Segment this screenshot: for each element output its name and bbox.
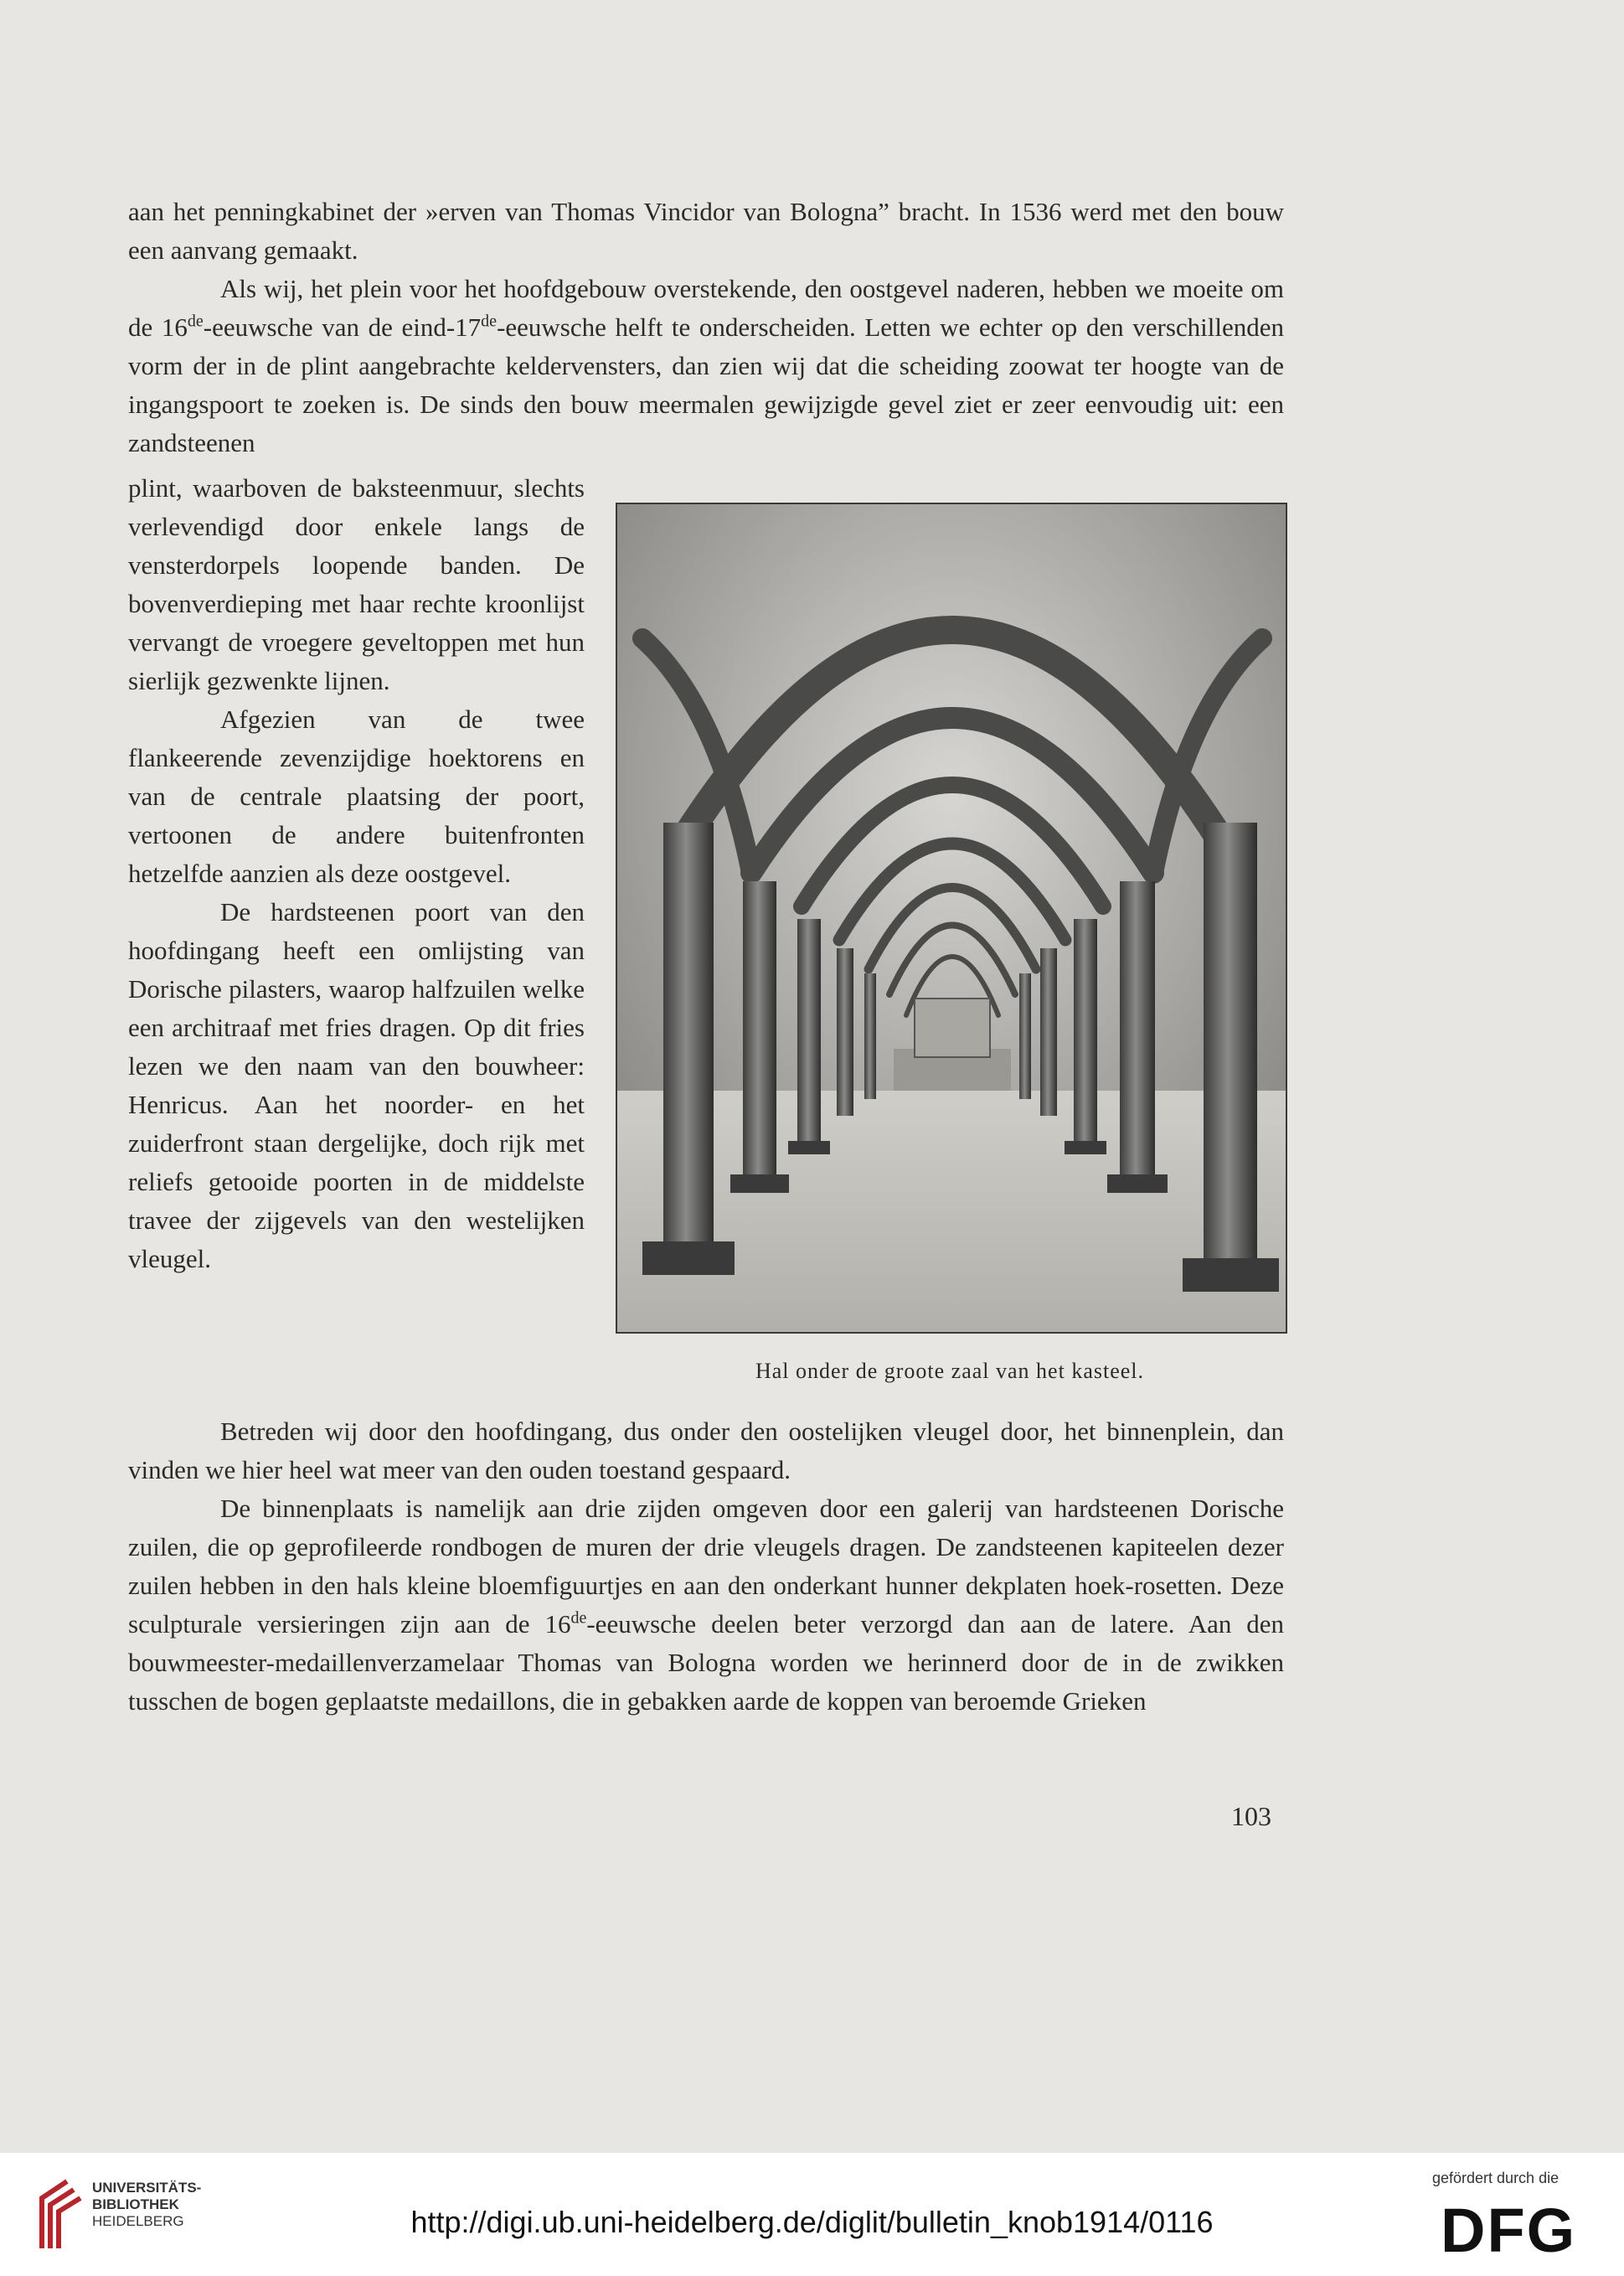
vaulted-hall-image [617,504,1286,1332]
paragraph-buitenfronten: Afgezien van de twee flankeerende zevenzijdige hoektorens en van de centrale plaatsing der poort, vertoonen de andere buitenfronten hetzelfde aanzien als deze oostgevel. [128,704,585,888]
ub-line-1: UNIVERSITÄTS- [92,2180,202,2196]
bottom-text [128,1412,1284,1721]
paragraph-binnenplein: Betreden wij door den hoofdingang, dus onder den oostelijken vleugel door, het binnenplein, dan vinden we hier heel wat meer van den ouden toestand gespaard. [128,1417,1284,1484]
hall-photograph [616,503,1287,1334]
page-number: 103 [1231,1801,1271,1831]
ub-line-3: HEIDELBERG [92,2213,184,2229]
ub-line-2: BIBLIOTHEK [92,2196,179,2212]
side-column [128,469,585,1278]
funded-by-label: gefördert durch die [1432,2170,1560,2186]
figure-caption: Hal onder de groote zaal van het kasteel. [755,1359,1145,1383]
paragraph-binnenplaats: De binnenplaats is namelijk aan drie zijden omgeven door een galerij van hardsteenen Dorische zuilen, die op geprofileerde rondbogen de muren der drie vleugels dragen. De zandsteenen kapiteelen dezer zuilen hebben in den hals kleine bloemfiguurtjes en aan den onderkant hunner dekplaten hoek-rosetten. Deze sculpturale versieringen zijn aan de 16de-eeuwsche deelen beter verzorgd dan aan de latere. Aan den bouwmeester-medaillenverzamelaar Thomas van Bologna worden we herinnerd door de in de zwikken tusschen de bogen geplaatste medaillons, die in gebakken aarde de koppen van beroemde Grieken [128,1494,1284,1716]
paragraph-poort: De hardsteenen poort van den hoofdingang heeft een omlijsting van Dorische pilasters, waarop halfzuilen welke een architraaf met fries dragen. Op dit fries lezen we den naam van den bouwheer: Henricus. Aan het noorder- en het zuiderfront staan dergelijke, doch rijk met reliefs getooide poorten in de middelste travee der zijgevels van den westelijken vleugel. [128,897,585,1273]
paragraph-plint: plint, waarboven de baksteenmuur, slechts verlevendigd door enkele langs de vensterdorpels loopende banden. De bovenverdieping met haar rechte kroonlijst vervangt de vroegere geveltoppen met hun sierlijk gezwenkte lijnen. [128,473,585,695]
digitization-footer [0,2153,1624,2276]
paragraph-oostgevel: Als wij, het plein voor het hoofdgebouw overstekende, den oostgevel naderen, hebben we moeite om de 16de-eeuwsche van de eind-17de-eeuwsche helft te onderscheiden. Letten we echter op den verschillenden vorm der in de plint aangebrachte keldervensters, dan zien wij dat die scheiding zoowat ter hoogte van de ingangspoort te zoeken is. De sinds den bouw meermalen gewijzigde gevel ziet er zeer eenvoudig uit: een zandsteenen [128,274,1284,457]
dfg-logo: DFG [1441,2196,1577,2265]
permalink-url[interactable]: http://digi.ub.uni-heidelberg.de/diglit/bulletin_knob1914/0116 [410,2205,1214,2239]
paragraph-intro: aan het penningkabinet der »erven van Thomas Vincidor van Bologna” bracht. In 1536 werd met den bouw een aanvang gemaakt. [128,197,1284,265]
